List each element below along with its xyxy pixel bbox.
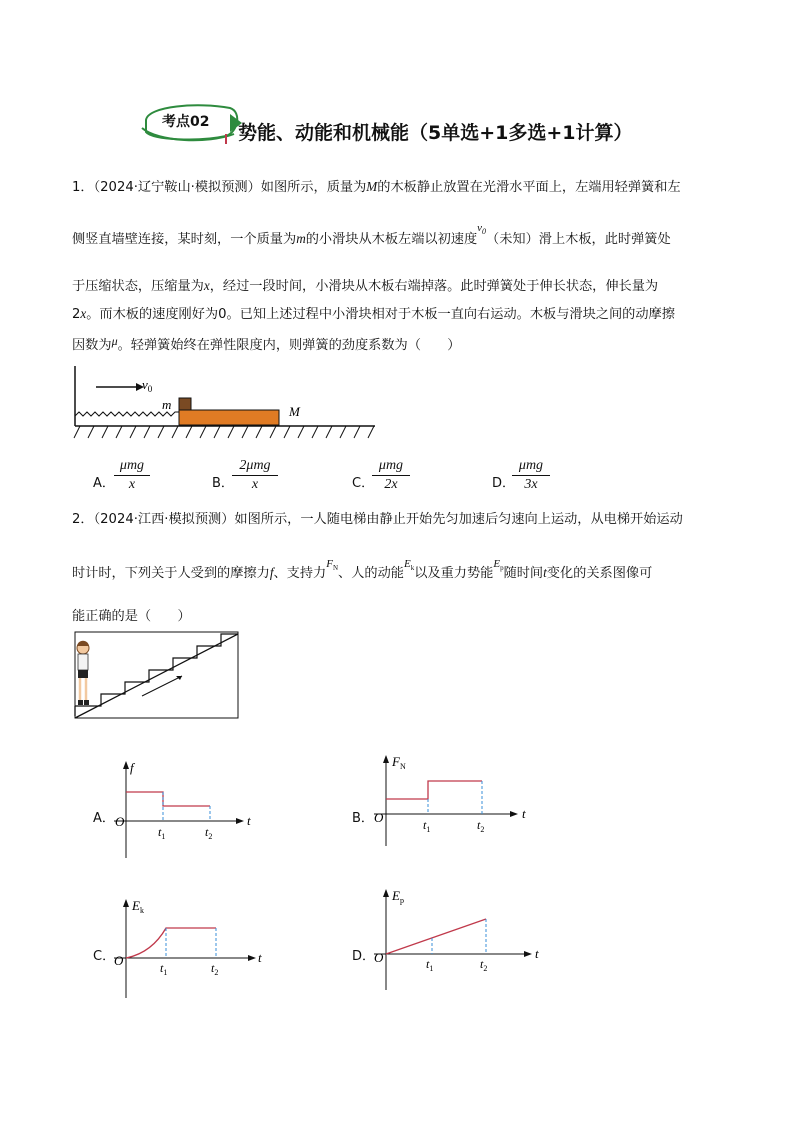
q2-text: （2024·江西·模拟预测）如图所示，一人随电梯由静止开始先匀加速后匀速向上运动，从电梯开始运动	[93, 512, 683, 527]
y-label: $F_N$	[392, 754, 406, 771]
person-icon	[77, 641, 89, 705]
spring-icon	[75, 412, 181, 416]
q1-line3	[72, 279, 658, 293]
x-label: t	[258, 950, 262, 965]
option-a-letter[interactable]: A．	[93, 811, 115, 826]
option-a-formula[interactable]: μmg x	[114, 458, 150, 493]
symbol-FN: FN	[326, 558, 339, 573]
curve	[126, 928, 216, 958]
t2-label: $t_2$	[480, 957, 488, 973]
q2-text: 、人的动能	[338, 566, 404, 581]
symbol-f: f	[269, 565, 274, 580]
symbol-Ep: Ep	[493, 558, 504, 573]
q1-line5	[72, 334, 461, 353]
t1-label: $t_1$	[423, 818, 431, 834]
option-b-letter[interactable]: B．	[212, 476, 234, 491]
option-b-formula[interactable]: 2μmg x	[232, 458, 278, 493]
M-label: M	[289, 404, 300, 419]
y-label: f	[130, 760, 134, 775]
q2-text: 、支持力	[273, 566, 327, 581]
graph-b[interactable]	[366, 750, 536, 850]
q2-line3: 能正确的是（ ）	[72, 609, 191, 624]
q2-text: 以及重力势能	[414, 566, 494, 581]
x-label: t	[522, 806, 526, 821]
q2-line1	[72, 513, 683, 526]
option-d-letter[interactable]: D．	[492, 476, 516, 491]
x-label: t	[247, 813, 251, 828]
badge-label: 考点02	[162, 114, 210, 130]
symbol-M: M	[366, 179, 378, 194]
q1-number: 1．	[72, 180, 94, 195]
y-label: $E_p$	[392, 888, 404, 905]
symbol-m: m	[296, 231, 306, 246]
graph-c[interactable]	[110, 892, 270, 1000]
t2-label: $t_2$	[211, 961, 219, 977]
curve	[126, 792, 210, 806]
q2-number: 2．	[72, 512, 94, 527]
t1-label: $t_1$	[426, 957, 434, 973]
q2-line2	[72, 558, 653, 582]
option-c-letter[interactable]: C．	[352, 476, 375, 491]
x-label: t	[535, 946, 539, 961]
origin-label: O	[374, 950, 384, 965]
q1-text: ，经过一段时间，小滑块从木板右端掉落。此时弹簧处于伸长状态，伸长量为	[209, 279, 659, 294]
section-header	[138, 98, 698, 148]
option-b-letter[interactable]: B．	[352, 811, 374, 826]
option-d-letter[interactable]: D．	[352, 949, 376, 964]
curve	[386, 919, 486, 954]
q1-line1	[72, 180, 681, 194]
symbol-t: t	[543, 565, 547, 580]
symbol-mu: μ	[111, 334, 118, 348]
q1-text: （未知）滑上木板，此时弹簧处	[486, 232, 671, 247]
t1-label: $t_1$	[160, 961, 168, 977]
q1-text: 。而木板的速度刚好为0。已知上述过程中小滑块相对于木板一直向右运动。木板与滑块之间的动摩擦	[86, 307, 675, 322]
option-c-formula[interactable]: μmg 2x	[372, 458, 410, 493]
q1-text: 的木板静止放置在光滑水平面上，左端用轻弹簧和左	[377, 180, 681, 195]
stairs	[75, 634, 238, 706]
q1-text: 于压缩状态，压缩量为	[72, 279, 204, 294]
q1-text: 因数为	[72, 338, 112, 353]
curve	[386, 781, 482, 799]
v0-label: $v_0$	[142, 377, 153, 394]
board-block	[179, 410, 279, 425]
m-label: m	[162, 397, 172, 412]
q2-text: 随时间	[503, 566, 544, 581]
badge-icon	[138, 98, 242, 148]
t2-label: $t_2$	[477, 818, 485, 834]
q1-line2	[72, 222, 671, 248]
symbol-v0: v0	[477, 222, 487, 237]
symbol-x: x	[203, 278, 210, 293]
option-d-formula[interactable]: μmg 3x	[512, 458, 550, 493]
y-label: $E_k$	[132, 898, 144, 915]
q2-text: 时计时，下列关于人受到的摩擦力	[72, 566, 270, 581]
q1-text: （2024·辽宁鞍山·模拟预测）如图所示，质量为	[93, 180, 367, 195]
ground-hatch	[74, 426, 374, 438]
origin-label: O	[115, 814, 125, 829]
q1-text: 侧竖直墙壁连接，某时刻，一个质量为	[72, 232, 297, 247]
origin-label: O	[114, 953, 124, 968]
t2-label: $t_2$	[205, 825, 213, 841]
symbol-Ek: Ek	[403, 558, 415, 573]
option-c-letter[interactable]: C．	[93, 949, 116, 964]
q2-text: 变化的关系图像可	[546, 566, 653, 581]
q1-text: 。轻弹簧始终在弹性限度内，则弹簧的劲度系数为（ ）	[117, 338, 461, 353]
slider-block	[179, 398, 191, 410]
q1-text: 2	[72, 307, 81, 322]
page-title: 势能、动能和机械能（5单选+1多选+1计算）	[238, 122, 633, 144]
q1-figure	[70, 364, 382, 444]
origin-label: O	[374, 810, 384, 825]
symbol-x: x	[80, 306, 87, 321]
graph-d[interactable]	[368, 882, 548, 992]
escalator-figure	[70, 630, 242, 722]
q1-line4	[72, 307, 675, 321]
q1-text: 的小滑块从木板左端以初速度	[305, 232, 478, 247]
option-a-letter[interactable]: A．	[93, 476, 115, 491]
t1-label: $t_1$	[158, 825, 166, 841]
graph-a[interactable]	[110, 758, 260, 862]
